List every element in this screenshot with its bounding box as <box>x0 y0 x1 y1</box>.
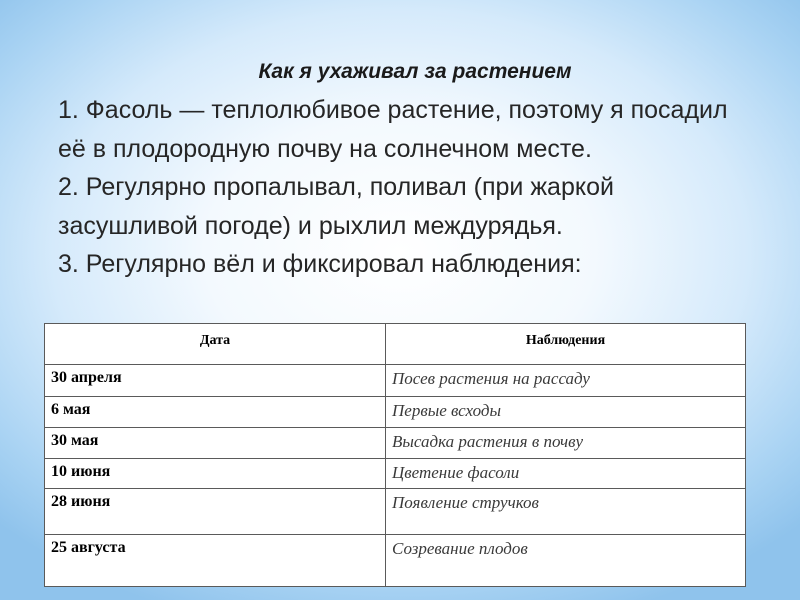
table-row <box>45 535 746 587</box>
table-row <box>45 428 746 459</box>
table-row <box>45 365 746 397</box>
row-note: Первые всходы <box>386 397 746 428</box>
paragraph-2: 2. Регулярно пропалывал, поливал (при жаркой засушливой погоде) и рыхлил междурядья. <box>58 173 614 240</box>
header-date: Дата <box>45 324 386 365</box>
row-date: 30 мая <box>45 428 386 459</box>
row-note: Высадка растения в почву <box>386 428 746 459</box>
row-note: Цветение фасоли <box>386 459 746 489</box>
header-observations: Наблюдения <box>386 324 746 365</box>
row-date: 6 мая <box>45 397 386 428</box>
row-date: 10 июня <box>45 459 386 489</box>
body-text <box>58 91 748 284</box>
table-row <box>45 459 746 489</box>
row-note: Посев растения на рассаду <box>386 365 746 397</box>
row-date: 30 апреля <box>45 365 386 397</box>
table-header-row <box>45 324 746 365</box>
row-note: Появление стручков <box>386 489 746 535</box>
row-note: Созревание плодов <box>386 535 746 587</box>
row-date: 25 августа <box>45 535 386 587</box>
row-date: 28 июня <box>45 489 386 535</box>
observations-table <box>44 323 746 587</box>
slide-title: Как я ухаживал за растением <box>258 60 572 83</box>
table-row <box>45 489 746 535</box>
table-row <box>45 397 746 428</box>
paragraph-1: 1. Фасоль — теплолюбивое растение, поэтому я посадил её в плодородную почву на солнечном месте. <box>58 96 728 163</box>
paragraph-3: 3. Регулярно вёл и фиксировал наблюдения: <box>58 250 582 278</box>
